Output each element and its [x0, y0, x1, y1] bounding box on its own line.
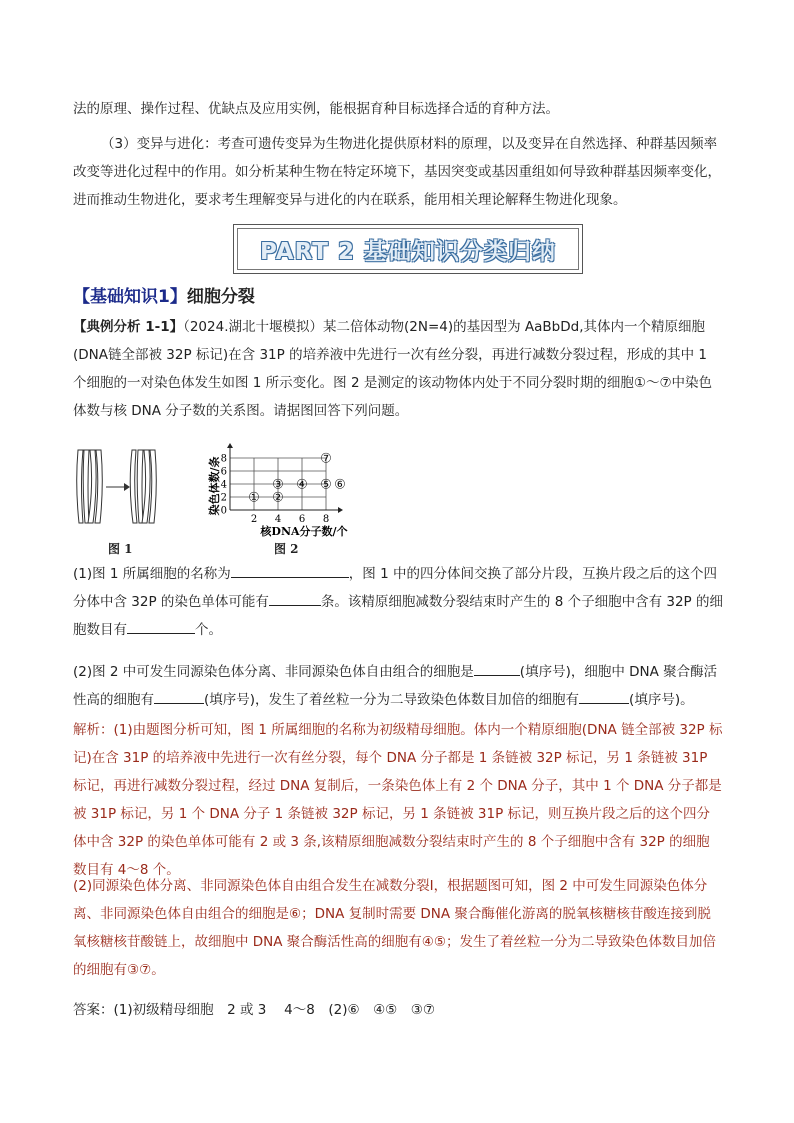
analysis-part-2: (2)同源染色体分离、非同源染色体自由组合发生在减数分裂Ⅰ，根据题图可知，图 2 中可发生同源染色体分离、非同源染色体自由组合的细胞是⑥；DNA 复制时需要 DNA 聚合酶催化游离的脱氧核糖核苷酸连接到脱氧核糖核苷酸链上，故细胞中 DNA 聚合酶活性高的细胞有④⑤；发生了着丝粒一分为二导致染色体数目加倍的细胞有③⑦。 [73, 878, 717, 978]
q1-part-b: ，图 1 中的四分体间交换了部分片段，互换片段之后的这个四分体中含 32P 的染色单体可能有 [73, 566, 717, 610]
q2-part-a: (2)图 2 中可发生同源染色体分离、非同源染色体自由组合的细胞是 [73, 664, 474, 680]
answer-line: 答案：(1)初级精母细胞 2 或 3 4～8 (2)⑥ ④⑤ ③⑦ [73, 1002, 435, 1018]
x-axis-arrow [338, 507, 343, 513]
section-bracket: 【基础知识1】 [73, 287, 187, 307]
data-point: ⑤ [320, 477, 332, 493]
q2-blank-3[interactable] [579, 689, 629, 704]
y-tick-label: 0 [220, 505, 227, 517]
example-text: （2024.湖北十堰模拟）某二倍体动物(2N=4)的基因型为 AaBbDd,其体内一个精原细胞(DNA链全部被 32P 标记)在含 31P 的培养液中先进行一次有丝分裂，再进行减数分裂过程，形成的其中 1 个细胞的一对染色体发生如图 1 所示变化。图 2 是测定的该动物体内处于不同分裂时期的细胞①～⑦中染色体数与核 DNA 分子数的关系图。请据图回答下列问题。 [73, 319, 713, 419]
data-point: ④ [296, 477, 308, 493]
example-label: 【典例分析 1-1】 [73, 319, 184, 335]
figure-1-label: 图 1 [108, 542, 133, 556]
q2-blank-1[interactable] [474, 661, 520, 676]
question-2 [73, 658, 723, 714]
q1-part-d: 个。 [195, 622, 222, 638]
intro-line: 法的原理、操作过程、优缺点及应用实例，能根据育种目标选择合适的育种方法。 [73, 101, 559, 117]
figure-2-chart [200, 438, 360, 538]
q1-blank-1[interactable] [231, 563, 349, 578]
q2-part-d: (填序号)。 [629, 692, 694, 708]
figure-1-chromosomes [70, 445, 180, 530]
chart-y-label: 染色体数/条 [208, 456, 221, 516]
analysis-part-1: 解析：(1)由题图分析可知，图 1 所属细胞的名称为初级精母细胞。体内一个精原细胞(DNA 链全部被 32P 标记)在含 31P 的培养液中先进行一次有丝分裂，每个 DNA 分子都是 1 条链被 32P 标记，另 1 条链被 31P 标记，再进行减数分裂过程，经过 DNA 复制后，一条染色体上有 2 个 DNA 分子，其中 1 个 DNA 分子都是被 31P 标记，另 1 个 DNA 分子 1 条链被 32P 标记，另 1 条链被 31P 标记，则互换片段之后的这个四分体中含 32P 的染色单体可能有 2 或 3 条,该精原细胞减数分裂结束时产生的 8 个子细胞中含有 32P 的细胞数目有 4～8 个。 [73, 722, 723, 878]
x-tick-label: 4 [274, 514, 282, 525]
y-tick-label: 4 [220, 479, 227, 491]
question-1 [73, 560, 723, 644]
data-point: ③ [272, 477, 284, 493]
banner-title: PART 2 基础知识分类归纳 [260, 238, 556, 265]
x-tick-label: 6 [298, 514, 306, 525]
example-paragraph [73, 313, 723, 425]
part-banner [233, 224, 583, 274]
q2-part-b: (填序号)，细胞中 DNA 聚合酶活性高的细胞有 [73, 664, 718, 708]
y-axis-arrow [227, 443, 233, 448]
figure-2-label: 图 2 [274, 542, 299, 556]
section-topic: 细胞分裂 [186, 287, 255, 307]
q2-part-c: (填序号)，发生了着丝粒一分为二导致染色体数目加倍的细胞有 [204, 692, 580, 708]
chart-x-label: 核DNA分子数/个 [260, 525, 348, 538]
data-point: ⑦ [320, 451, 332, 467]
q1-part-a: (1)图 1 所属细胞的名称为 [73, 566, 231, 582]
x-tick-label: 8 [322, 514, 330, 525]
q1-blank-2[interactable] [269, 591, 321, 606]
intro-paragraph-3: （3）变异与进化：考查可遗传变异为生物进化提供原材料的原理，以及变异在自然选择、种群基因频率改变等进化过程中的作用。如分析某种生物在特定环境下，基因突变或基因重组如何导致种群基因频率变化，进而推动生物进化，要求考生理解变异与进化的内在联系，能用相关理论解释生物进化现象。 [73, 136, 721, 208]
data-point: ① [248, 490, 260, 506]
q2-blank-2[interactable] [154, 689, 204, 704]
data-point: ② [272, 490, 284, 506]
data-point: ⑥ [334, 477, 346, 493]
y-tick-label: 2 [220, 492, 227, 504]
q1-part-c: 条。该精原细胞减数分裂结束时产生的 8 个子细胞中含有 32P 的细胞数目有 [73, 594, 723, 638]
y-tick-label: 6 [220, 466, 227, 478]
x-tick-label: 2 [250, 514, 258, 525]
section-heading [73, 285, 255, 309]
q1-blank-3[interactable] [127, 619, 195, 634]
y-tick-label: 8 [220, 453, 227, 465]
